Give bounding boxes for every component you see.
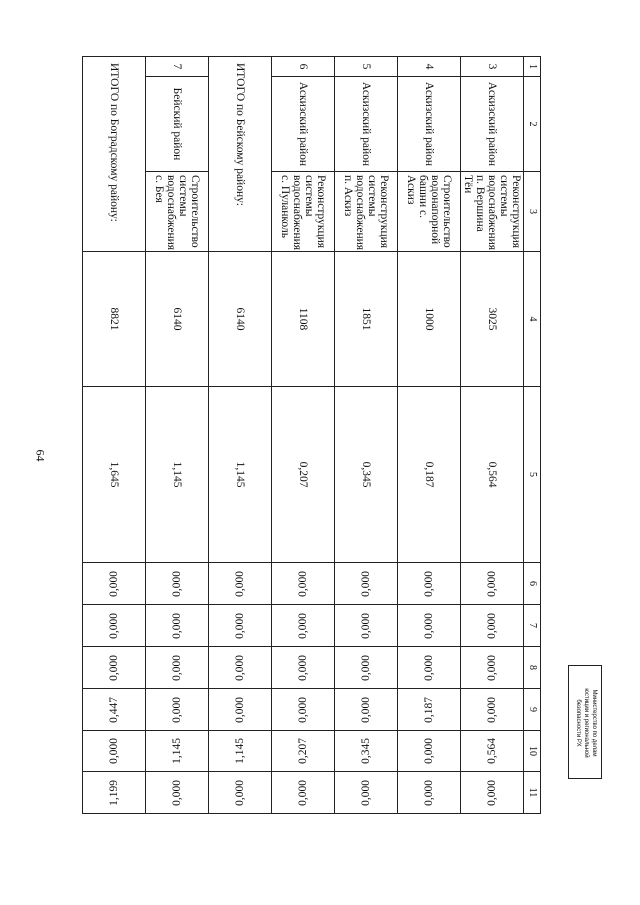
value-cell: 0,000	[423, 654, 435, 681]
row-number: 3	[461, 57, 524, 77]
value-cell: 0,000	[234, 570, 246, 597]
value-cell: 0,000	[234, 654, 246, 681]
table-row	[335, 57, 398, 814]
capacity-cell: 1108	[272, 252, 335, 387]
total-row	[209, 57, 272, 814]
column-number: 11	[524, 772, 541, 814]
capacity-cell: 6140	[146, 252, 209, 387]
value-cell: 0,000	[486, 570, 498, 597]
value-cell: 1,145	[171, 738, 183, 764]
value-cell: 0,000	[423, 738, 435, 764]
column-number: 1	[524, 57, 541, 77]
table-row	[398, 57, 461, 814]
value-cell: 0,187	[398, 387, 461, 563]
value-cell: 0,000	[234, 612, 246, 639]
stamp-line: юстиции и региональной	[583, 688, 589, 758]
value-cell: 0,000	[171, 570, 183, 597]
value-cell: 0,564	[486, 738, 498, 764]
stamp-line: безопасности РХ	[575, 699, 581, 747]
water-supply-table	[82, 56, 541, 814]
value-cell: 0,187	[423, 696, 435, 723]
value-cell: 0,000	[360, 654, 372, 681]
total-label: ИТОГО по Боградскому району:	[83, 57, 146, 252]
page-number: 64	[33, 449, 48, 462]
district-cell: Аскизский район	[461, 77, 524, 172]
column-number: 7	[524, 605, 541, 647]
value-cell: 0,000	[360, 612, 372, 639]
capacity-cell: 8821	[83, 252, 146, 387]
value-cell: 0,000	[486, 612, 498, 639]
value-cell: 0,447	[108, 696, 120, 723]
value-cell: 0,000	[297, 696, 309, 723]
value-cell: 0,000	[234, 779, 246, 806]
value-cell: 0,000	[360, 570, 372, 597]
district-cell: Аскизский район	[272, 77, 335, 172]
value-cell: 0,000	[360, 696, 372, 723]
value-cell: 0,000	[171, 779, 183, 806]
column-number: 3	[524, 172, 541, 252]
value-cell: 1,145	[234, 738, 246, 764]
value-cell: 0,345	[360, 738, 372, 764]
capacity-cell: 3025	[461, 252, 524, 387]
value-cell: 1,145	[209, 387, 272, 563]
value-cell: 0,000	[297, 612, 309, 639]
column-number-row	[524, 57, 541, 814]
value-cell: 0,000	[108, 738, 120, 764]
value-cell: 0,000	[234, 696, 246, 723]
row-number: 5	[335, 57, 398, 77]
stamp-line: Министерство по делам	[591, 689, 597, 757]
value-cell: 0,345	[335, 387, 398, 563]
value-cell: 0,000	[297, 570, 309, 597]
table-row	[461, 57, 524, 814]
value-cell: 0,000	[108, 570, 120, 597]
total-label: ИТОГО по Бейскому району:	[209, 57, 272, 252]
district-cell: Аскизский район	[398, 77, 461, 172]
value-cell: 0,000	[171, 696, 183, 723]
value-cell: 0,000	[423, 570, 435, 597]
value-cell: 0,000	[486, 696, 498, 723]
row-number: 6	[272, 57, 335, 77]
object-cell: Реконструкция системы водоснабжения п. Аскиз	[335, 172, 398, 252]
column-number: 9	[524, 689, 541, 731]
value-cell: 0,000	[423, 779, 435, 806]
value-cell: 0,000	[486, 654, 498, 681]
value-cell: 0,000	[108, 612, 120, 639]
object-cell: Реконструкция системы водоснабжения с. Пуланколь	[272, 172, 335, 252]
value-cell: 0,000	[108, 654, 120, 681]
value-cell: 0,000	[171, 654, 183, 681]
district-cell: Аскизский район	[335, 77, 398, 172]
value-cell: 1,199	[108, 779, 120, 806]
value-cell: 0,564	[461, 387, 524, 563]
capacity-cell: 1851	[335, 252, 398, 387]
value-cell: 0,207	[272, 387, 335, 563]
column-number: 6	[524, 563, 541, 605]
object-cell: Строительство водонапорной башни с. Аскиз	[398, 172, 461, 252]
row-number: 7	[146, 57, 209, 77]
column-number: 10	[524, 731, 541, 772]
column-number: 5	[524, 387, 541, 563]
table-row	[146, 57, 209, 814]
column-number: 2	[524, 77, 541, 172]
value-cell: 1,145	[146, 387, 209, 563]
value-cell: 0,000	[360, 779, 372, 806]
row-number: 4	[398, 57, 461, 77]
district-cell: Бейский район	[146, 77, 209, 172]
table-row	[272, 57, 335, 814]
capacity-cell: 1000	[398, 252, 461, 387]
value-cell: 0,000	[423, 612, 435, 639]
value-cell: 0,000	[297, 779, 309, 806]
value-cell: 0,207	[297, 738, 309, 764]
ministry-stamp	[568, 665, 602, 779]
value-cell: 0,000	[171, 612, 183, 639]
total-row	[83, 57, 146, 814]
object-cell: Реконструкция системы водоснабжения п. Вершина Тёи	[461, 172, 524, 252]
column-number: 8	[524, 647, 541, 689]
value-cell: 0,000	[297, 654, 309, 681]
value-cell: 1,645	[83, 387, 146, 563]
object-cell: Строительство системы водоснабжения с. Бея	[146, 172, 209, 252]
rotated-table-area	[95, 56, 541, 813]
capacity-cell: 6140	[209, 252, 272, 387]
value-cell: 0,000	[486, 779, 498, 806]
column-number: 4	[524, 252, 541, 387]
